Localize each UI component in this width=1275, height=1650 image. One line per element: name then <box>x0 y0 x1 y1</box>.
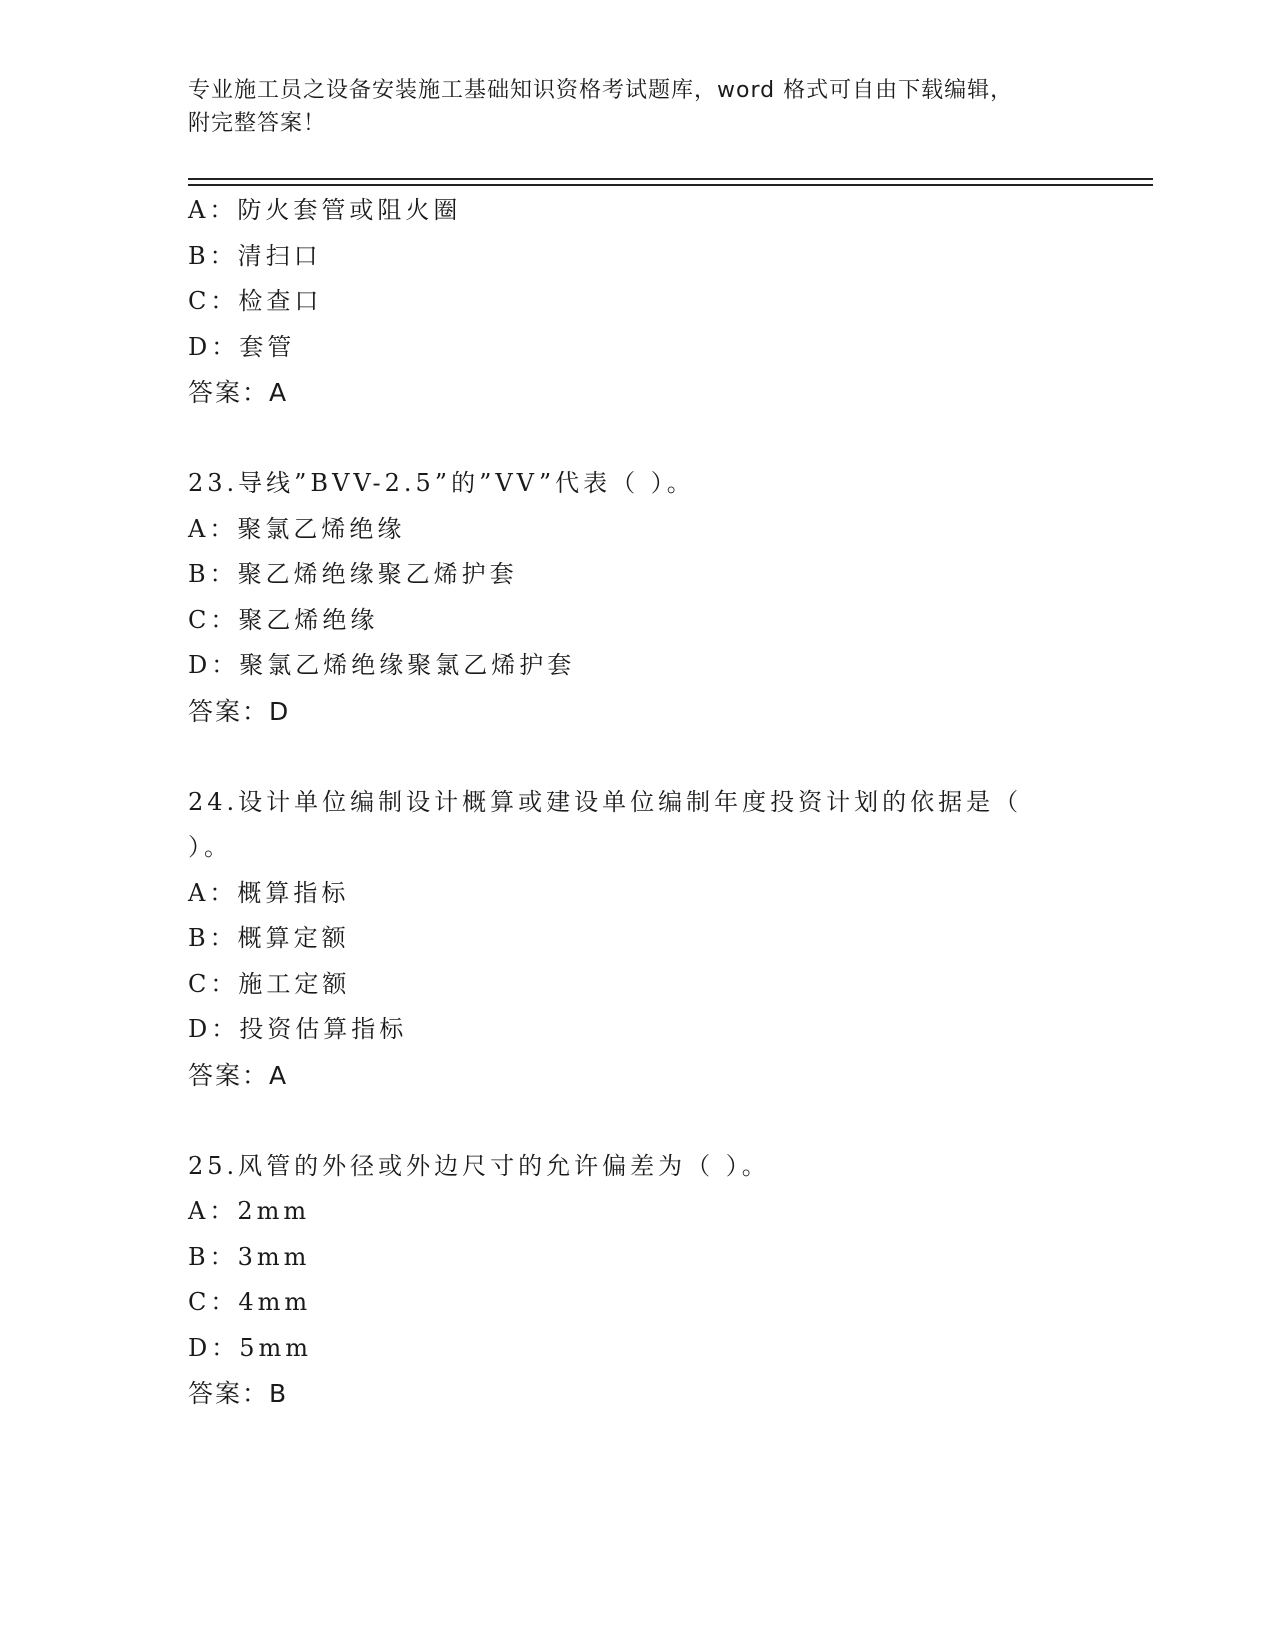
option-b: B：清扫口 <box>188 241 322 270</box>
header-rule-top <box>188 178 1153 180</box>
question-23 <box>188 461 1088 734</box>
spacer <box>188 416 1088 462</box>
option-b: B：聚乙烯绝缘聚乙烯护套 <box>188 560 518 588</box>
option-c: C：聚乙烯绝缘 <box>188 605 379 634</box>
header-line-2: 附完整答案！ <box>188 111 327 136</box>
question-24 <box>188 780 1088 1099</box>
question-22-continued <box>188 188 1088 416</box>
header-rule-bottom <box>188 184 1153 186</box>
question-list <box>188 188 1088 1417</box>
option-d: D：5mm <box>188 1333 313 1362</box>
spacer <box>188 734 1088 780</box>
option-d: D：套管 <box>188 332 296 361</box>
option-c: C：检查口 <box>188 287 323 315</box>
answer-line: 答案：A <box>188 378 289 407</box>
option-d: D：投资估算指标 <box>188 1015 408 1043</box>
option-b: B：概算定额 <box>188 924 350 952</box>
question-text: 23.导线”BVV-2.5”的”VV”代表（ ）。 <box>188 469 695 497</box>
question-text-line-2: ）。 <box>188 833 232 861</box>
question-text: 25.风管的外径或外边尺寸的允许偏差为（ ）。 <box>188 1151 770 1180</box>
answer-line: 答案：B <box>188 1379 289 1408</box>
option-a: A：防火套管或阻火圈 <box>188 196 462 224</box>
option-a: A：聚氯乙烯绝缘 <box>188 514 406 543</box>
question-25 <box>188 1144 1088 1417</box>
answer-line: 答案：A <box>188 1060 289 1090</box>
option-c: C：4mm <box>188 1288 312 1316</box>
question-text-line-1: 24.设计单位编制设计概算或建设单位编制年度投资计划的依据是（ <box>188 787 1023 816</box>
spacer <box>188 1098 1088 1144</box>
option-a: A：概算指标 <box>188 878 350 907</box>
option-a: A：2mm <box>188 1197 311 1225</box>
document-header <box>188 74 1088 140</box>
answer-line: 答案：D <box>188 696 291 726</box>
header-line-1: 专业施工员之设备安装施工基础知识资格考试题库，word 格式可自由下载编辑， <box>188 78 1014 103</box>
option-c: C：施工定额 <box>188 969 351 998</box>
option-b: B：3mm <box>188 1242 311 1271</box>
option-d: D：聚氯乙烯绝缘聚氯乙烯护套 <box>188 651 576 679</box>
